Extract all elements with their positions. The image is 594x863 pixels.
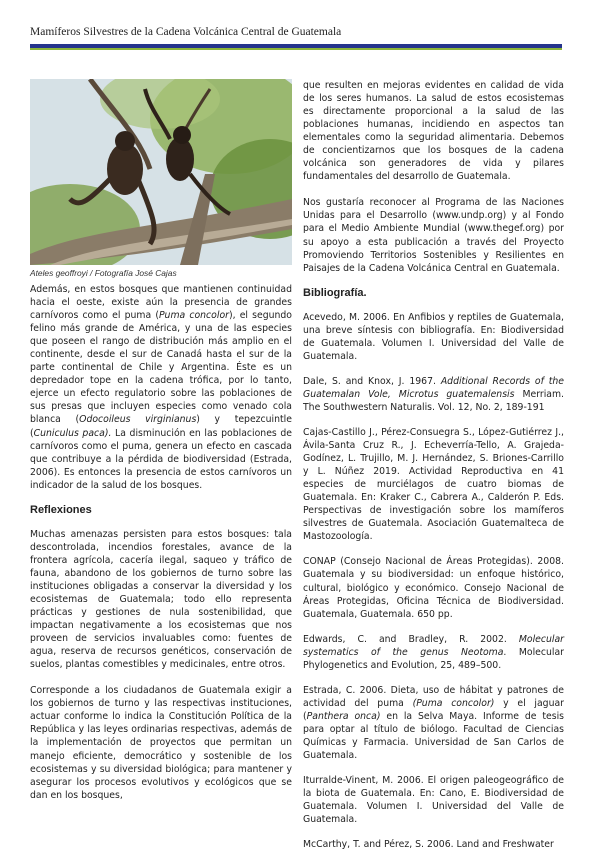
reflexiones-paragraph-1: Muchas amenazas persisten para estos bosques: tala descontrolada, incendios forestales, avance de la frontera agrícola, cacería ilegal, saqueo y tráfico de fauna, abandono de los gobiernos de turno sobre las instituciones obligadas a conservar la diversidad y los ecosistemas de Guatemala; todo ello representa prácticas y gestiones de nula sostenibilidad, que impactan negativamente a los ecosistemas que nos proveen de servicios invaluables como: fuentes de agua, reserva de recursos genéticos, conservación de suelos, plantas comestibles y medicinales, entre otros.: [30, 528, 292, 671]
spider-monkey-photo: [30, 79, 292, 265]
photo-caption: Ateles geoffroyi / Fotografía José Cajas: [30, 268, 177, 278]
bib-entry: Dale, S. and Knox, J. 1967. Additional Records of the Guatemalan Vole, Microtus guatemalensis Merriam. The Southwestern Naturalis. Vol. 12, No. 2, 189-191: [303, 375, 565, 413]
bib-entry: McCarthy, T. and Pérez, S. 2006. Land and Freshwater: [303, 839, 554, 851]
right-column: [303, 79, 564, 863]
spider-monkey-photo-illustration: [30, 79, 292, 265]
acknowledgements-paragraph: Nos gustaría reconocer al Programa de las Naciones Unidas para el Desarrollo (www.undp.org) y al Fondo para el Medio Ambiente Mundial (www.thegef.org) por su apoyo a esta publicación a través del Proyecto Promoviendo Territorios Sostenibles y Resilientes en Paisajes de la Cadena Volcánica Central en Guatemala.: [303, 197, 564, 274]
continued-paragraph: que resulten en mejoras evidentes en calidad de vida de los seres humanos. La salud de estos ecosistemas es directamente proporcional a la salud de las poblaciones humanas, incidiendo en aspectos tan elementales como la seguridad alimentaria. Debemos de concientizarnos que los bosques de la cadena volcánica son generadores de vida y pilares fundamentales del desarrollo de Guatemala.: [303, 80, 564, 183]
bib-entry: CONAP (Consejo Nacional de Áreas Protegidas). 2008. Guatemala y su biodiversidad: un enfoque histórico, cultural, biológico y económico. Consejo Nacional de Áreas Protegidas, Oficina Técnica de Biodiversidad. Guatemala, Guatemala. 650 pp.: [303, 556, 564, 620]
bib-entry: Iturralde-Vinent, M. 2006. El origen paleogeográfico de la biota de Guatemala. En: Cano, E. Biodiversidad de Guatemala. Volumen I. Universidad del Valle de Guatemala.: [303, 775, 564, 826]
bib-entry: Cajas-Castillo J., Pérez-Consuegra S., López-Gutiérrez J., Ávila-Santa Cruz R., J. Echeverría-Tello, A. Grajeda-Godínez, L. Trujillo, M. J. Hernández, S. Briones-Carrillo y L. Núñez 2019. Actividad Reproductiva en 41 especies de murciélagos de cuatro biomas de Guatemala. En: Kraker C., Cabrera A., Calderón P. Eds. Perspectivas de investigación sobre los mamíferos silvestres de Guatemala. Asociación Guatemalteca de Mastozoología.: [303, 426, 564, 543]
left-column: [30, 79, 292, 802]
header-rule-green: [30, 48, 562, 50]
bib-entry: Edwards, C. and Bradley, R. 2002. Molecular systematics of the genus Neotoma. Molecular Phylogenetics and Evolution, 25, 489–500.: [303, 633, 564, 671]
bibliography-list: [303, 311, 564, 852]
bib-entry: Estrada, C. 2006. Dieta, uso de hábitat y patrones de actividad del puma (Puma concolor) y el jaguar (Panthera onca) en la Selva Maya. Informe de tesis para optar al título de biólogo. Facultad de Ciencias Químicas y Farmacia. Universidad de San Carlos de Guatemala.: [303, 684, 564, 762]
reflexiones-heading: Reflexiones: [30, 503, 92, 516]
running-header-title: Mamíferos Silvestres de la Cadena Volcánica Central de Guatemala: [30, 26, 342, 38]
reflexiones-paragraph-2: Corresponde a los ciudadanos de Guatemala exigir a los gobiernos de turno y las respectivas instituciones, actuar conforme lo indica la Constitución Política de la República y las leyes ordinarias respectivas, además de la implementación de proyectos que permitan un manejo eficiente, democrático y sostenible de los ecosistemas y su diversidad biológica; para mantener y asegurar los procesos evolutivos y ecológicos que se dan en los bosques,: [30, 685, 292, 801]
bib-entry: Acevedo, M. 2006. En Anfibios y reptiles de Guatemala, una breve síntesis con bibliografía. En: Biodiversidad de Guatemala. Volumen I. Universidad del Valle de Guatemala.: [303, 311, 564, 362]
bibliografia-heading: Bibliografía.: [303, 286, 367, 299]
intro-paragraph: Además, en estos bosques que mantienen continuidad hacia el oeste, existe aún la presencia de grandes carnívoros como el puma (Puma concolor), el segundo felino más grande de América, y una de las especies que poseen el rango de distribución más amplio en el continente, desde el sur de Canadá hasta el sur de la parte continental de Chile y Argentina. Éste es un depredador tope en la cadena trófica, por lo tanto, ejerce un efecto regulatorio sobre las poblaciones de sus presas que incluyen especies como venado cola blanca (Odocoileus virginianus) y tepezcuintle (Cuniculus paca). La disminución en las poblaciones de carnívoros como el puma, genera un efecto en cascada que contribuye a la pérdida de biodiversidad (Estrada, 2006). Es entonces la presencia de estos carnívoros un indicador de la salud de los bosques.: [30, 284, 292, 491]
